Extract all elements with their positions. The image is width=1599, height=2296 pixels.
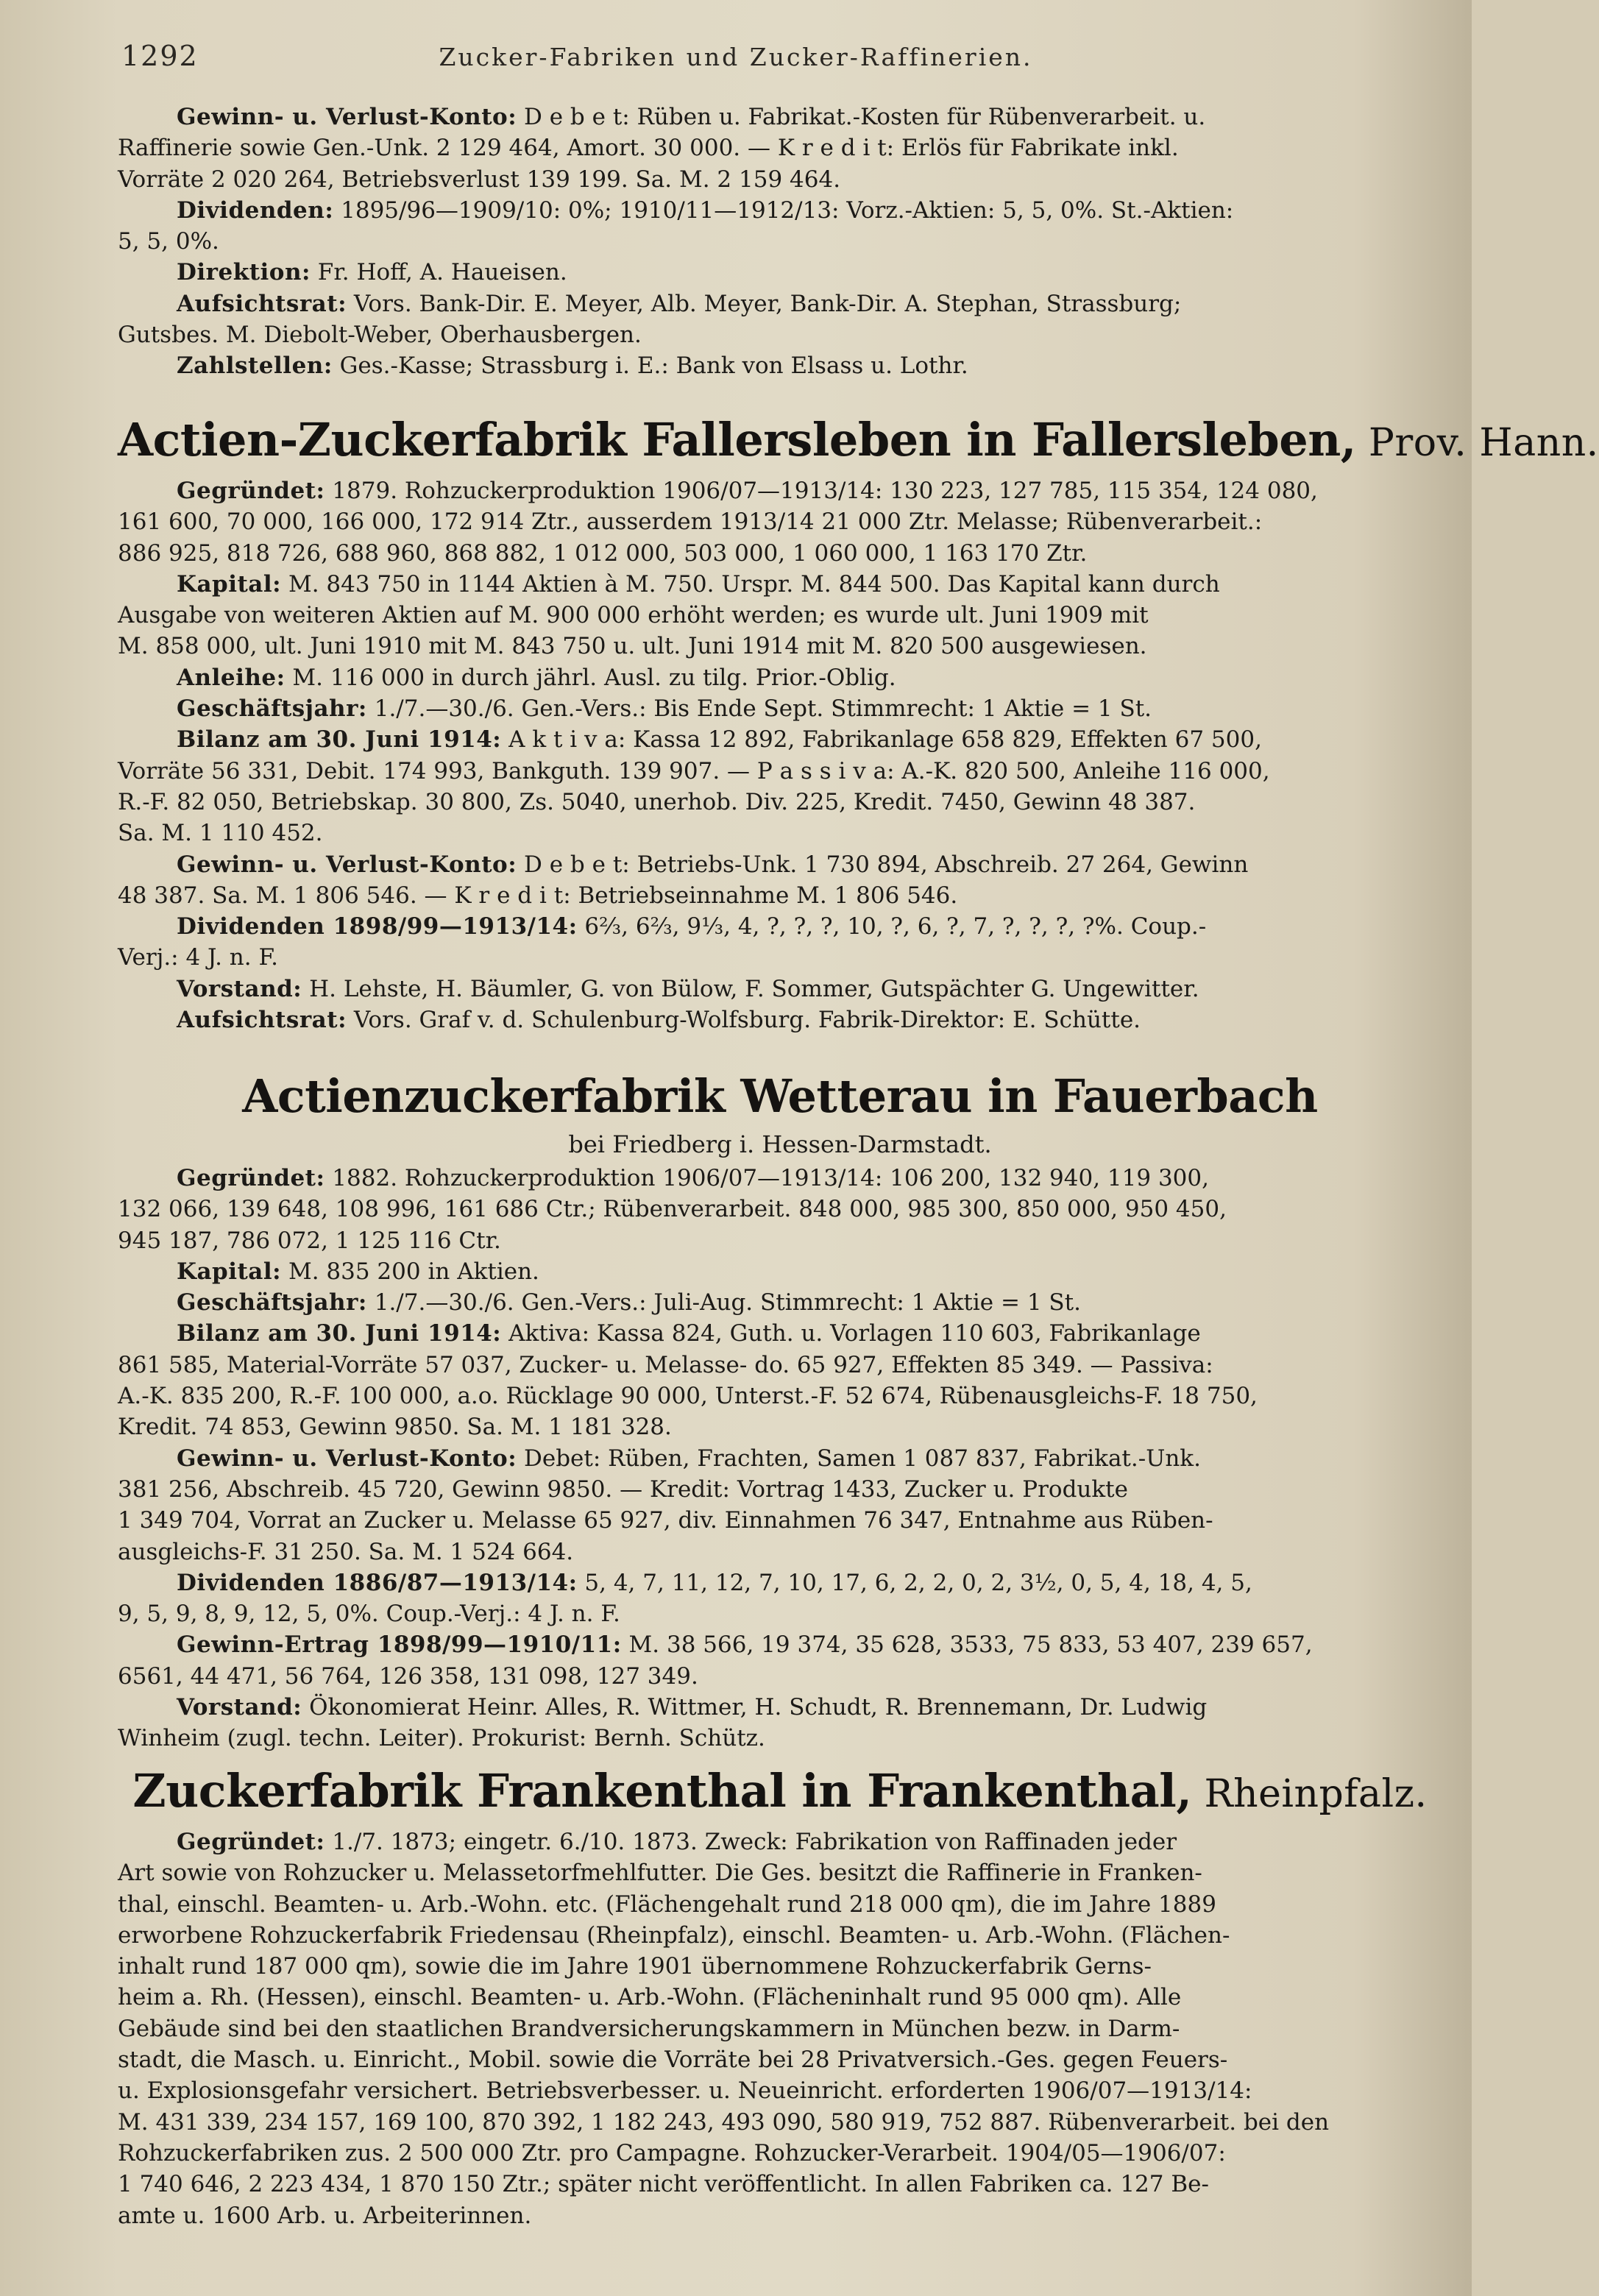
section-wetterau	[118, 1064, 1442, 1754]
text-line: Aufsichtsrat: Vors. Graf v. d. Schulenburg-Wolfsburg. Fabrik-Direktor: E. Schütte.	[177, 1007, 1141, 1034]
company-heading: Actienzuckerfabrik Wetterau in Fauerbach	[242, 1069, 1318, 1123]
text-line: M. 858 000, ult. Juni 1910 mit M. 843 750 u. ult. Juni 1914 mit M. 820 500 ausgewiesen.	[118, 633, 1147, 660]
text-line: Geschäftsjahr: 1./7.—30./6. Gen.-Vers.: Bis Ende Sept. Stimmrecht: 1 Aktie = 1 St.	[177, 695, 1152, 723]
text-line: Zahlstellen: Ges.-Kasse; Strassburg i. E.: Bank von Elsass u. Lothr.	[177, 352, 968, 380]
text-line: Vorstand: H. Lehste, H. Bäumler, G. von Bülow, F. Sommer, Gutspächter G. Ungewitter.	[177, 975, 1199, 1002]
text-line: amte u. 1600 Arb. u. Arbeiterinnen.	[118, 2202, 532, 2229]
text-line: Gewinn- u. Verlust-Konto: D e b e t: Rüben u. Fabrikat.-Kosten für Rübenverarbeit. u.	[177, 104, 1206, 130]
text-line: Gewinn- u. Verlust-Konto: D e b e t: Betriebs-Unk. 1 730 894, Abschreib. 27 264, Gewinn	[177, 851, 1249, 878]
text-line: Winheim (zugl. techn. Leiter). Prokurist: Bernh. Schütz.	[118, 1725, 765, 1752]
text-line: 9, 5, 9, 8, 9, 12, 5, 0%. Coup.-Verj.: 4 J. n. F.	[118, 1601, 620, 1628]
text-line: Gebäude sind bei den staatlichen Brandversicherungskammern in München bezw. in Darm-	[118, 2015, 1180, 2042]
text-line: Vorstand: Ökonomierat Heinr. Alles, R. Wittmer, H. Schudt, R. Brennemann, Dr. Ludwig	[177, 1694, 1208, 1721]
text-line: thal, einschl. Beamten- u. Arb.-Wohn. etc. (Flächengehalt rund 218 000 qm), die im Jahre 1889	[118, 1891, 1216, 1918]
text-line: Kapital: M. 843 750 in 1144 Aktien à M. 750. Urspr. M. 844 500. Das Kapital kann durch	[177, 570, 1220, 598]
text-line: Vorräte 2 020 264, Betriebsverlust 139 199. Sa. M. 2 159 464.	[118, 166, 841, 193]
text-line: Dividenden 1898/99—1913/14: 6⅔, 6⅔, 9⅓, 4, ?, ?, ?, 10, ?, 6, ?, 7, ?, ?, ?, ?%. Coup.-	[177, 913, 1207, 940]
text-line: Sa. M. 1 110 452.	[118, 820, 323, 847]
text-line: 381 256, Abschreib. 45 720, Gewinn 9850. — Kredit: Vortrag 1433, Zucker u. Produkte	[118, 1475, 1128, 1503]
company-heading: Actien-Zuckerfabrik Fallersleben in Fallersleben, Prov. Hann.	[118, 413, 1599, 467]
text-line: Aufsichtsrat: Vors. Bank-Dir. E. Meyer, Alb. Meyer, Bank-Dir. A. Stephan, Strassburg;	[177, 290, 1182, 317]
text-line: 1 740 646, 2 223 434, 1 870 150 Ztr.; später nicht veröffentlicht. In allen Fabriken ca. 127 Be-	[118, 2171, 1209, 2198]
section-fallersleben	[118, 408, 1599, 1035]
text-line: Dividenden: 1895/96—1909/10: 0%; 1910/11—1912/13: Vorz.-Aktien: 5, 5, 0%. St.-Aktien:	[177, 196, 1234, 224]
text-line: erworbene Rohzuckerfabrik Friedensau (Rheinpfalz), einschl. Beamten- u. Arb.-Wohn. (Flächen-	[118, 1921, 1230, 1949]
text-line: 132 066, 139 648, 108 996, 161 686 Ctr.; Rübenverarbeit. 848 000, 985 300, 850 000, 950 450,	[118, 1196, 1227, 1223]
text-line: Kapital: M. 835 200 in Aktien.	[177, 1258, 539, 1285]
running-title: Zucker-Fabriken und Zucker-Raffinerien.	[439, 43, 1033, 71]
text-line: Gegründet: 1882. Rohzuckerproduktion 1906/07—1913/14: 106 200, 132 940, 119 300,	[177, 1165, 1209, 1191]
text-line: Kredit. 74 853, Gewinn 9850. Sa. M. 1 181 328.	[118, 1414, 672, 1441]
text-line: Bilanz am 30. Juni 1914: A k t i v a: Kassa 12 892, Fabrikanlage 658 829, Effekten 67 500,	[177, 726, 1262, 754]
text-line: Gutsbes. M. Diebolt-Weber, Oberhausbergen.	[118, 322, 642, 349]
text-line: Gegründet: 1./7. 1873; eingetr. 6./10. 1873. Zweck: Fabrikation von Raffinaden jeder	[177, 1829, 1177, 1855]
text-line: 1 349 704, Vorrat an Zucker u. Melasse 65 927, div. Einnahmen 76 347, Entnahme aus Rüben-	[118, 1507, 1213, 1534]
text-line: 161 600, 70 000, 166 000, 172 914 Ztr., ausserdem 1913/14 21 000 Ztr. Melasse; Rübenverarbeit.:	[118, 509, 1263, 536]
text-line: heim a. Rh. (Hessen), einschl. Beamten- u. Arb.-Wohn. (Flächeninhalt rund 95 000 qm). Alle	[118, 1984, 1182, 2011]
text-line: Gegründet: 1879. Rohzuckerproduktion 1906/07—1913/14: 130 223, 127 785, 115 354, 124 080,	[177, 478, 1318, 504]
text-line: u. Explosionsgefahr versichert. Betriebsverbesser. u. Neueinricht. erforderten 1906/07—1913/14:	[118, 2077, 1252, 2105]
text-line: inhalt rund 187 000 qm), sowie die im Jahre 1901 übernommene Rohzuckerfabrik Gerns-	[118, 1953, 1152, 1980]
text-line: Art sowie von Rohzucker u. Melassetorfmehlfutter. Die Ges. besitzt die Raffinerie in Franken-	[118, 1860, 1202, 1887]
section-continuation	[118, 102, 1442, 382]
text-line: Raffinerie sowie Gen.-Unk. 2 129 464, Amort. 30 000. — K r e d i t: Erlös für Fabrikate inkl.	[118, 135, 1179, 162]
text-line: 5, 5, 0%.	[118, 228, 219, 255]
text-line: Ausgabe von weiteren Aktien auf M. 900 000 erhöht werden; es wurde ult. Juni 1909 mit	[118, 602, 1149, 629]
text-line: 861 585, Material-Vorräte 57 037, Zucker- u. Melasse- do. 65 927, Effekten 85 349. — Passiva:	[118, 1351, 1213, 1378]
company-location: bei Friedberg i. Hessen-Darmstadt.	[568, 1130, 992, 1158]
text-line: Vorräte 56 331, Debit. 174 993, Bankguth. 139 907. — P a s s i v a: A.-K. 820 500, Anleihe 116 000,	[118, 757, 1270, 784]
text-line: Rohzuckerfabriken zus. 2 500 000 Ztr. pro Campagne. Rohzucker-Verarbeit. 1904/05—1906/07:	[118, 2139, 1226, 2166]
text-line: A.-K. 835 200, R.-F. 100 000, a.o. Rücklage 90 000, Unterst.-F. 52 674, Rübenausgleichs-F. 18 750,	[118, 1383, 1258, 1410]
text-line: stadt, die Masch. u. Einricht., Mobil. sowie die Vorräte bei 28 Privatversich.-Ges. gegen Feuers-	[118, 2047, 1228, 2074]
page-number: 1292	[121, 40, 199, 72]
text-line: 6561, 44 471, 56 764, 126 358, 131 098, 127 349.	[118, 1662, 698, 1690]
text-line: Anleihe: M. 116 000 in durch jährl. Ausl. zu tilg. Prior.-Oblig.	[177, 664, 896, 691]
text-line: Direktion: Fr. Hoff, A. Haueisen.	[177, 259, 567, 286]
text-line: Dividenden 1886/87—1913/14: 5, 4, 7, 11, 12, 7, 10, 17, 6, 2, 2, 0, 2, 3½, 0, 5, 4, 18, 4, 5,	[177, 1569, 1252, 1596]
text-line: R.-F. 82 050, Betriebskap. 30 800, Zs. 5040, unerhob. Div. 225, Kredit. 7450, Gewinn 48 387.	[118, 788, 1196, 815]
text-line: Geschäftsjahr: 1./7.—30./6. Gen.-Vers.: Juli-Aug. Stimmrecht: 1 Aktie = 1 St.	[177, 1289, 1081, 1317]
text-line: 48 387. Sa. M. 1 806 546. — K r e d i t: Betriebseinnahme M. 1 806 546.	[118, 882, 958, 909]
text-line: Bilanz am 30. Juni 1914: Aktiva: Kassa 824, Guth. u. Vorlagen 110 603, Fabrikanlage	[177, 1320, 1201, 1347]
page-header	[0, 40, 1472, 84]
text-line: 945 187, 786 072, 1 125 116 Ctr.	[118, 1227, 501, 1254]
company-heading: Zuckerfabrik Frankenthal in Frankenthal, Rheinpfalz.	[132, 1764, 1428, 1818]
text-line: ausgleichs-F. 31 250. Sa. M. 1 524 664.	[118, 1538, 574, 1565]
text-line: Gewinn-Ertrag 1898/99—1910/11: M. 38 566, 19 374, 35 628, 3533, 75 833, 53 407, 239 657,	[177, 1631, 1313, 1659]
section-frankenthal	[118, 1759, 1442, 2231]
text-line: M. 431 339, 234 157, 169 100, 870 392, 1 182 243, 493 090, 580 919, 752 887. Rübenverarbeit. bei den	[118, 2108, 1330, 2136]
text-line: 886 925, 818 726, 688 960, 868 882, 1 012 000, 503 000, 1 060 000, 1 163 170 Ztr.	[118, 539, 1088, 567]
text-line: Gewinn- u. Verlust-Konto: Debet: Rüben, Frachten, Samen 1 087 837, Fabrikat.-Unk.	[177, 1445, 1201, 1472]
text-line: Verj.: 4 J. n. F.	[118, 944, 278, 971]
